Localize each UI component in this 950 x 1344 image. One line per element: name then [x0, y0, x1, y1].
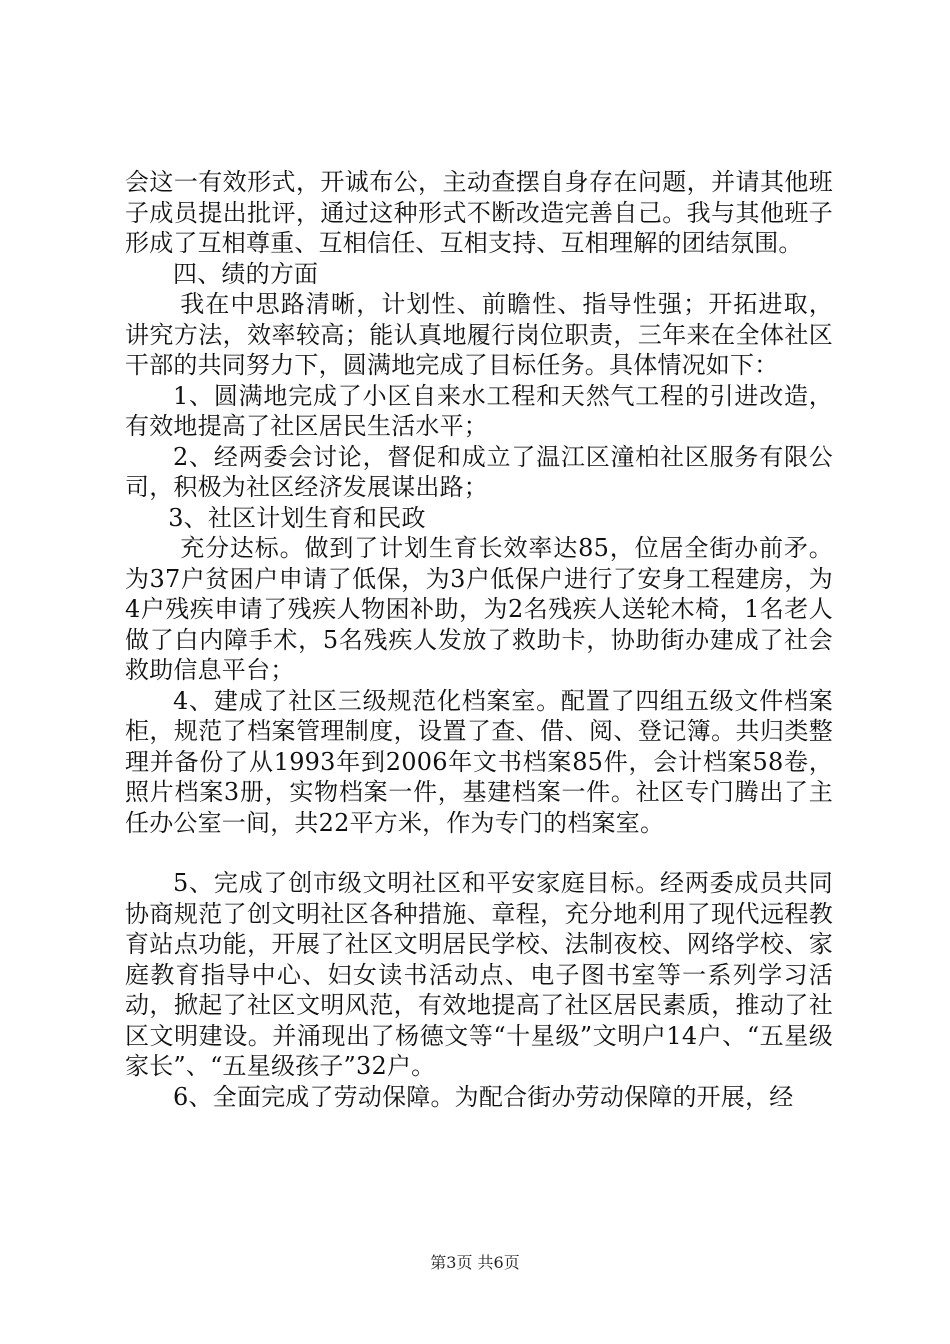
list-item-water-gas: 1、圆满地完成了小区自来水工程和天然气工程的引进改造，有效地提高了社区居民生活水平； — [125, 381, 833, 440]
list-item-labor-security: 6、全面完成了劳动保障。为配合街办劳动保障的开展，经 — [173, 1082, 794, 1111]
section-heading-achievements: 四、绩的方面 — [173, 259, 319, 288]
paragraph-achievements-intro: 我在中思路清晰，计划性、前瞻性、指导性强；开拓进取，讲究方法，效率较高；能认真地履行岗位职责，三年来在全体社区干部的共同努力下，圆满地完成了目标任务。具体情况如下： — [125, 290, 833, 379]
list-item-service-company: 2、经两委会讨论，督促和成立了温江区潼柏社区服务有限公司，积极为社区经济发展谋出路； — [125, 442, 833, 501]
document-body — [125, 167, 833, 1112]
list-item-family-planning: 3、社区计划生育和民政 — [168, 503, 426, 532]
page-number-footer: 第3页 共6页 — [430, 1253, 520, 1272]
paragraph-civil-affairs: 充分达标。做到了计划生育长效率达85，位居全街办前矛。为37户贫困户申请了低保，为3户低保户进行了安身工程建房，为4户残疾申请了残疾人物困补助，为2名残疾人送轮木椅，1名老人做了白内障手术，5名残疾人发放了救助卡，协助街办建成了社会救助信息平台； — [125, 534, 833, 684]
paragraph-gap — [125, 838, 833, 868]
list-item-archives: 4、建成了社区三级规范化档案室。配置了四组五级文件档案柜，规范了档案管理制度，设置了查、借、阅、登记簿。共归类整理并备份了从1993年到2006年文书档案85件，会计档案58卷，照片档案3册，实物档案一件，基建档案一件。社区专门腾出了主任办公室一间，共22平方米，作为专门的档案室。 — [125, 686, 833, 837]
list-item-civilized-community: 5、完成了创市级文明社区和平安家庭目标。经两委成员共同协商规范了创文明社区各种措施、章程，充分地利用了现代远程教育站点功能，开展了社区文明居民学校、法制夜校、网络学校、家庭教育指导中心、妇女读书活动点、电子图书室等一系列学习活动，掀起了社区文明风范，有效地提高了社区居民素质，推动了社区文明建设。并涌现出了杨德文等“十星级”文明户14户、“五星级家长”、“五星级孩子”32户。 — [125, 869, 833, 1080]
paragraph-unity-atmosphere: 会这一有效形式，开诚布公，主动查摆自身存在问题，并请其他班子成员提出批评，通过这种形式不断改造完善自己。我与其他班子形成了互相尊重、互相信任、互相支持、互相理解的团结氛围。 — [125, 168, 833, 257]
